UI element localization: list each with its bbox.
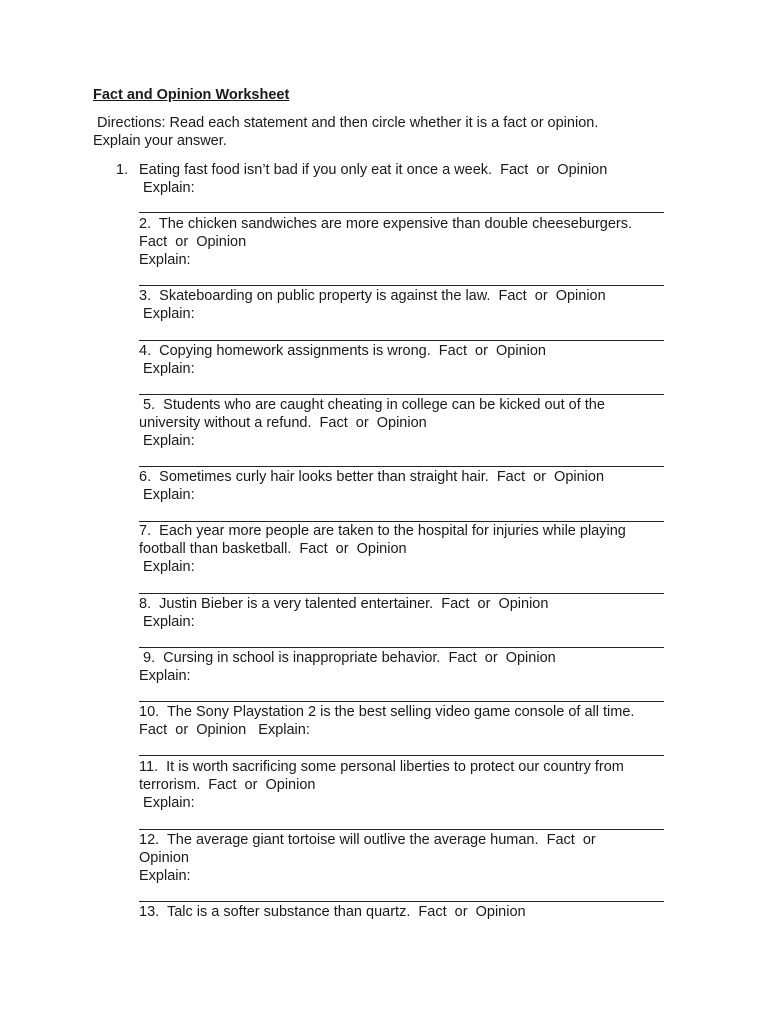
answer-line[interactable] — [139, 755, 664, 756]
statement-text: 10. The Sony Playstation 2 is the best selling video game console of all time. — [139, 704, 635, 720]
item-number: 1. — [116, 162, 129, 178]
statement-item — [139, 703, 679, 739]
statement-item — [139, 342, 679, 378]
statement-text: 3. Skateboarding on public property is against the law. Fact or Opinion — [139, 288, 606, 304]
answer-line[interactable] — [139, 394, 664, 395]
statement-text: Explain: — [139, 433, 195, 449]
statement-text: Explain: — [139, 180, 195, 196]
statement-item — [139, 468, 679, 504]
statement-text: Explain: — [139, 559, 195, 575]
statement-text: Explain: — [139, 252, 191, 268]
statement-text: 4. Copying homework assignments is wrong. Fact or Opinion — [139, 343, 546, 359]
statement-text: 8. Justin Bieber is a very talented entertainer. Fact or Opinion — [139, 596, 549, 612]
statement-text: Fact or Opinion Explain: — [139, 722, 310, 738]
statement-text: 13. Talc is a softer substance than quartz. Fact or Opinion — [139, 904, 526, 920]
statement-text: university without a refund. Fact or Opinion — [139, 415, 427, 431]
statement-text: 6. Sometimes curly hair looks better than straight hair. Fact or Opinion — [139, 469, 605, 485]
statement-text: Fact or Opinion — [139, 234, 247, 250]
statement-text: Explain: — [139, 361, 195, 377]
statement-text: 12. The average giant tortoise will outlive the average human. Fact or — [139, 832, 596, 848]
answer-line[interactable] — [139, 701, 664, 702]
answer-line[interactable] — [139, 212, 664, 213]
worksheet-title: Fact and Opinion Worksheet — [93, 87, 290, 103]
directions-line: Directions: Read each statement and then circle whether it is a fact or opinion. — [93, 115, 599, 131]
statement-text: 5. Students who are caught cheating in college can be kicked out of the — [139, 397, 605, 413]
statement-text: football than basketball. Fact or Opinion — [139, 541, 407, 557]
statement-item — [139, 831, 679, 885]
statement-text: Explain: — [139, 795, 195, 811]
statement-text: Explain: — [139, 668, 191, 684]
answer-line[interactable] — [139, 340, 664, 341]
statement-item — [139, 903, 679, 921]
statement-item — [139, 161, 679, 197]
statement-item — [139, 758, 679, 812]
statement-text: Explain: — [139, 614, 195, 630]
answer-line[interactable] — [139, 593, 664, 594]
statement-item — [139, 595, 679, 631]
statement-text: Explain: — [139, 487, 195, 503]
answer-line[interactable] — [139, 901, 664, 902]
statement-text: Explain: — [139, 306, 195, 322]
statement-item — [139, 396, 679, 450]
statement-text: 7. Each year more people are taken to the hospital for injuries while playing — [139, 523, 626, 539]
statement-text: Explain: — [139, 868, 191, 884]
directions — [93, 114, 683, 150]
statement-item — [139, 522, 679, 576]
statement-item — [139, 215, 679, 269]
answer-line[interactable] — [139, 466, 664, 467]
statement-text: 9. Cursing in school is inappropriate behavior. Fact or Opinion — [139, 650, 556, 666]
statement-text: Eating fast food isn’t bad if you only eat it once a week. Fact or Opinion — [139, 162, 608, 178]
statement-text: Opinion — [139, 850, 189, 866]
answer-line[interactable] — [139, 647, 664, 648]
answer-line[interactable] — [139, 285, 664, 286]
statement-item — [139, 649, 679, 685]
statement-text: 2. The chicken sandwiches are more expensive than double cheeseburgers. — [139, 216, 633, 232]
statement-text: 11. It is worth sacrificing some personal liberties to protect our country from — [139, 759, 624, 775]
answer-line[interactable] — [139, 829, 664, 830]
statement-item — [139, 287, 679, 323]
directions-line: Explain your answer. — [93, 133, 227, 149]
statement-text: terrorism. Fact or Opinion — [139, 777, 316, 793]
